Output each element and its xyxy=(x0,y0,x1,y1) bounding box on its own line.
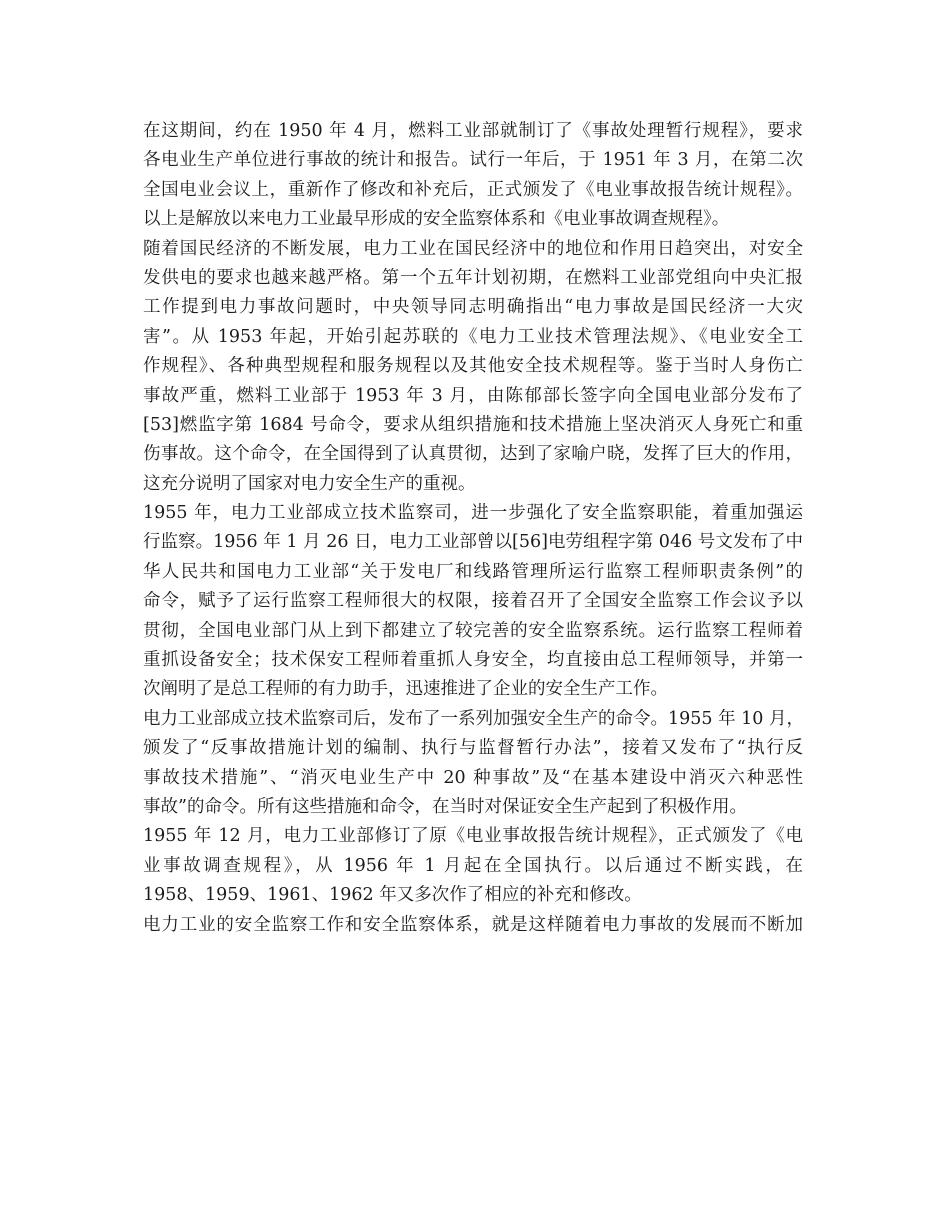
text-line: 全国电业会议上，重新作了修改和补充后，正式颁发了《电业事故报告统计规程》。 xyxy=(143,179,803,200)
text-line: 行监察。1956 年 1 月 26 日，电力工业部曾以[56]电劳组程字第 046 号文发布了中 xyxy=(143,532,803,553)
text-line: 贯彻，全国电业部门从上到下都建立了较完善的安全监察系统。运行监察工程师着 xyxy=(143,620,803,641)
text-line: [53]燃监字第 1684 号命令，要求从组织措施和技术措施上坚决消灭人身死亡和重 xyxy=(143,414,803,435)
text-line: 华人民共和国电力工业部“关于发电厂和线路管理所运行监察工程师职责条例”的 xyxy=(143,561,803,582)
text-line: 1955 年 12 月，电力工业部修订了原《电业事故报告统计规程》，正式颁发了《电 xyxy=(143,826,803,847)
text-line: 重抓设备安全；技术保安工程师着重抓人身安全，均直接由总工程师领导，并第一 xyxy=(143,650,803,671)
text-line: 1958、1959、1961、1962 年又多次作了相应的补充和修改。 xyxy=(143,885,642,906)
text-line: 1955 年，电力工业部成立技术监察司，进一步强化了安全监察职能，着重加强运 xyxy=(143,503,803,524)
text-line: 业事故调查规程》，从 1956 年 1 月起在全国执行。以后通过不断实践，在 xyxy=(143,855,803,876)
text-line: 伤事故。这个命令，在全国得到了认真贯彻，达到了家喻户晓，发挥了巨大的作用， xyxy=(143,444,803,465)
text-line: 在这期间，约在 1950 年 4 月，燃料工业部就制订了《事故处理暂行规程》，要求 xyxy=(143,121,803,141)
text-line: 作规程》、各种典型规程和服务规程以及其他安全技术规程等。鉴于当时人身伤亡 xyxy=(143,356,803,377)
text-line: 随着国民经济的不断发展，电力工业在国民经济中的地位和作用日趋突出，对安全 xyxy=(143,238,803,259)
body-text xyxy=(143,117,803,940)
text-line: 害”。从 1953 年起，开始引起苏联的《电力工业技术管理法规》、《电业安全工 xyxy=(143,326,803,347)
text-line: 发供电的要求也越来越严格。第一个五年计划初期，在燃料工业部党组向中央汇报 xyxy=(143,267,803,288)
text-line: 事故技术措施”、“消灭电业生产中 20 种事故”及“在基本建设中消灭六种恶性 xyxy=(143,767,803,788)
text-line: 工作提到电力事故问题时，中央领导同志明确指出“电力事故是国民经济一大灾 xyxy=(143,297,803,318)
text-line: 以上是解放以来电力工业最早形成的安全监察体系和《电业事故调查规程》。 xyxy=(143,209,730,230)
text-line: 颁发了“反事故措施计划的编制、执行与监督暂行办法”，接着又发布了“执行反 xyxy=(143,738,803,759)
text-line: 次阐明了是总工程师的有力助手，迅速推进了企业的安全生产工作。 xyxy=(143,679,668,700)
text-line: 电力工业部成立技术监察司后，发布了一系列加强安全生产的命令。1955 年 10 月， xyxy=(143,708,804,729)
text-line: 事故严重，燃料工业部于 1953 年 3 月，由陈郁部长签字向全国电业部分发布了 xyxy=(143,385,803,406)
text-line: 事故”的命令。所有这些措施和命令，在当时对保证安全生产起到了积极作用。 xyxy=(143,796,747,817)
text-line: 这充分说明了国家对电力安全生产的重视。 xyxy=(143,473,476,494)
text-line: 命令，赋予了运行监察工程师很大的权限，接着召开了全国安全监察工作会议予以 xyxy=(143,591,803,612)
text-line: 各电业生产单位进行事故的统计和报告。试行一年后，于 1951 年 3 月，在第二次 xyxy=(143,150,803,171)
text-line: 电力工业的安全监察工作和安全监察体系，就是这样随着电力事故的发展而不断加 xyxy=(143,914,803,935)
